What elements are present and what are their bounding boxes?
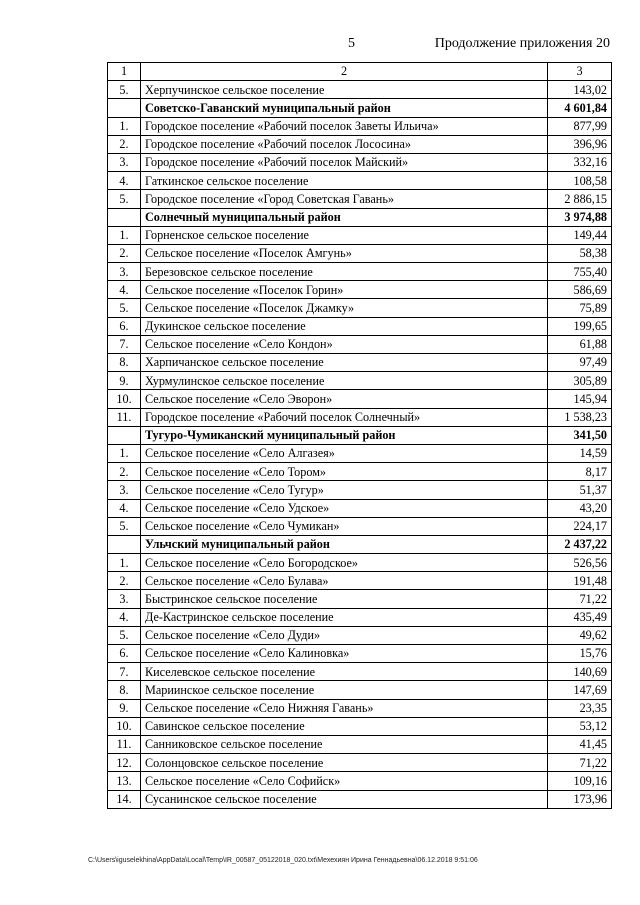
row-number: 6. <box>108 645 141 663</box>
row-number: 14. <box>108 790 141 808</box>
column-header-1: 1 <box>108 63 141 81</box>
table-row <box>108 335 612 353</box>
table-body <box>108 63 612 809</box>
row-number <box>108 208 141 226</box>
table-row <box>108 444 612 462</box>
settlement-name: Советско-Гаванский муниципальный район <box>141 99 548 117</box>
table-row <box>108 645 612 663</box>
table-row <box>108 226 612 244</box>
settlement-name: Солнечный муниципальный район <box>141 208 548 226</box>
table-row <box>108 372 612 390</box>
row-number: 5. <box>108 190 141 208</box>
row-value: 147,69 <box>548 681 612 699</box>
table-row <box>108 735 612 753</box>
row-value: 43,20 <box>548 499 612 517</box>
settlement-name: Городское поселение «Город Советская Гавань» <box>141 190 548 208</box>
table-row <box>108 554 612 572</box>
settlement-name: Херпучинское сельское поселение <box>141 81 548 99</box>
row-number: 2. <box>108 135 141 153</box>
row-value: 2 437,22 <box>548 535 612 553</box>
row-number: 4. <box>108 172 141 190</box>
row-value: 58,38 <box>548 244 612 262</box>
table-row <box>108 281 612 299</box>
settlement-name: Городское поселение «Рабочий поселок Солнечный» <box>141 408 548 426</box>
row-value: 15,76 <box>548 645 612 663</box>
row-number: 3. <box>108 153 141 171</box>
row-number: 11. <box>108 408 141 426</box>
table-row <box>108 408 612 426</box>
row-number <box>108 535 141 553</box>
district-row <box>108 208 612 226</box>
settlement-name: Сельское поселение «Село Софийск» <box>141 772 548 790</box>
row-value: 332,16 <box>548 153 612 171</box>
row-value: 341,50 <box>548 426 612 444</box>
row-value: 877,99 <box>548 117 612 135</box>
settlement-name: Сельское поселение «Поселок Горин» <box>141 281 548 299</box>
row-number: 1. <box>108 444 141 462</box>
settlement-name: Сельское поселение «Село Удское» <box>141 499 548 517</box>
row-value: 2 886,15 <box>548 190 612 208</box>
table-header-row <box>108 63 612 81</box>
row-value: 109,16 <box>548 772 612 790</box>
table-row <box>108 390 612 408</box>
settlement-name: Сельское поселение «Поселок Амгунь» <box>141 244 548 262</box>
settlement-name: Сельское поселение «Село Кондон» <box>141 335 548 353</box>
table-row <box>108 153 612 171</box>
row-number <box>108 99 141 117</box>
budget-table <box>107 62 612 809</box>
district-row <box>108 535 612 553</box>
row-number: 10. <box>108 390 141 408</box>
row-value: 396,96 <box>548 135 612 153</box>
table-row <box>108 754 612 772</box>
table-row <box>108 717 612 735</box>
row-value: 23,35 <box>548 699 612 717</box>
table-row <box>108 663 612 681</box>
settlement-name: Ульчский муниципальный район <box>141 535 548 553</box>
settlement-name: Сельское поселение «Село Булава» <box>141 572 548 590</box>
row-value: 526,56 <box>548 554 612 572</box>
file-path-footer: C:\Users\iguselekhina\AppData\Local\Temp\IR_00587_05122018_020.txt\Мехехиян Ирина Геннадьевна\06.12.2018 9:51:06 <box>88 857 478 864</box>
settlement-name: Тугуро-Чумиканский муниципальный район <box>141 426 548 444</box>
table-row <box>108 626 612 644</box>
row-number: 3. <box>108 481 141 499</box>
row-number: 7. <box>108 335 141 353</box>
table-row <box>108 699 612 717</box>
column-header-3: 3 <box>548 63 612 81</box>
row-value: 149,44 <box>548 226 612 244</box>
settlement-name: Городское поселение «Рабочий поселок Майский» <box>141 153 548 171</box>
row-value: 755,40 <box>548 263 612 281</box>
table-row <box>108 590 612 608</box>
row-value: 143,02 <box>548 81 612 99</box>
row-value: 41,45 <box>548 735 612 753</box>
settlement-name: Харпичанское сельское поселение <box>141 354 548 372</box>
page-number: 5 <box>348 36 355 51</box>
settlement-name: Сельское поселение «Село Чумикан» <box>141 517 548 535</box>
settlement-name: Сельское поселение «Село Эворон» <box>141 390 548 408</box>
row-value: 51,37 <box>548 481 612 499</box>
row-number: 2. <box>108 572 141 590</box>
row-value: 191,48 <box>548 572 612 590</box>
settlement-name: Быстринское сельское поселение <box>141 590 548 608</box>
row-number: 3. <box>108 263 141 281</box>
table-row <box>108 463 612 481</box>
settlement-name: Сельское поселение «Село Тором» <box>141 463 548 481</box>
row-number: 7. <box>108 663 141 681</box>
table-row <box>108 499 612 517</box>
settlement-name: Сельское поселение «Село Тугур» <box>141 481 548 499</box>
table-row <box>108 135 612 153</box>
row-number: 1. <box>108 117 141 135</box>
row-number <box>108 426 141 444</box>
table-row <box>108 263 612 281</box>
row-value: 435,49 <box>548 608 612 626</box>
settlement-name: Сельское поселение «Поселок Джамку» <box>141 299 548 317</box>
row-number: 5. <box>108 517 141 535</box>
table-row <box>108 772 612 790</box>
table-row <box>108 517 612 535</box>
row-number: 9. <box>108 372 141 390</box>
table-row <box>108 790 612 808</box>
row-value: 4 601,84 <box>548 99 612 117</box>
row-number: 13. <box>108 772 141 790</box>
settlement-name: Сельское поселение «Село Нижняя Гавань» <box>141 699 548 717</box>
row-number: 3. <box>108 590 141 608</box>
row-number: 8. <box>108 354 141 372</box>
row-number: 5. <box>108 81 141 99</box>
row-value: 8,17 <box>548 463 612 481</box>
row-value: 305,89 <box>548 372 612 390</box>
settlement-name: Сусанинское сельское поселение <box>141 790 548 808</box>
settlement-name: Городское поселение «Рабочий поселок Заветы Ильича» <box>141 117 548 135</box>
row-number: 1. <box>108 226 141 244</box>
row-number: 2. <box>108 463 141 481</box>
table-row <box>108 681 612 699</box>
row-value: 61,88 <box>548 335 612 353</box>
table-row <box>108 317 612 335</box>
settlement-name: Сельское поселение «Село Богородское» <box>141 554 548 572</box>
settlement-name: Де-Кастринское сельское поселение <box>141 608 548 626</box>
row-number: 5. <box>108 626 141 644</box>
row-value: 1 538,23 <box>548 408 612 426</box>
column-header-2: 2 <box>141 63 548 81</box>
row-value: 224,17 <box>548 517 612 535</box>
appendix-continuation-label: Продолжение приложения 20 <box>434 36 610 51</box>
row-value: 71,22 <box>548 754 612 772</box>
row-number: 4. <box>108 608 141 626</box>
row-number: 11. <box>108 735 141 753</box>
settlement-name: Сельское поселение «Село Дуди» <box>141 626 548 644</box>
table-row <box>108 81 612 99</box>
district-row <box>108 426 612 444</box>
row-value: 3 974,88 <box>548 208 612 226</box>
row-value: 75,89 <box>548 299 612 317</box>
settlement-name: Киселевское сельское поселение <box>141 663 548 681</box>
row-value: 71,22 <box>548 590 612 608</box>
row-number: 4. <box>108 281 141 299</box>
settlement-name: Солонцовское сельское поселение <box>141 754 548 772</box>
row-value: 140,69 <box>548 663 612 681</box>
row-number: 5. <box>108 299 141 317</box>
row-number: 4. <box>108 499 141 517</box>
row-number: 9. <box>108 699 141 717</box>
row-value: 108,58 <box>548 172 612 190</box>
table-row <box>108 481 612 499</box>
settlement-name: Хурмулинское сельское поселение <box>141 372 548 390</box>
table-row <box>108 190 612 208</box>
row-number: 8. <box>108 681 141 699</box>
settlement-name: Горненское сельское поселение <box>141 226 548 244</box>
row-value: 14,59 <box>548 444 612 462</box>
row-value: 145,94 <box>548 390 612 408</box>
table-row <box>108 608 612 626</box>
settlement-name: Гаткинское сельское поселение <box>141 172 548 190</box>
row-number: 6. <box>108 317 141 335</box>
table-row <box>108 572 612 590</box>
settlement-name: Березовское сельское поселение <box>141 263 548 281</box>
row-number: 1. <box>108 554 141 572</box>
table-row <box>108 172 612 190</box>
row-number: 12. <box>108 754 141 772</box>
row-value: 199,65 <box>548 317 612 335</box>
table-row <box>108 117 612 135</box>
row-value: 49,62 <box>548 626 612 644</box>
settlement-name: Сельское поселение «Село Алгазея» <box>141 444 548 462</box>
settlement-name: Мариинское сельское поселение <box>141 681 548 699</box>
row-number: 10. <box>108 717 141 735</box>
district-row <box>108 99 612 117</box>
settlement-name: Санниковское сельское поселение <box>141 735 548 753</box>
settlement-name: Савинское сельское поселение <box>141 717 548 735</box>
table-row <box>108 299 612 317</box>
row-value: 53,12 <box>548 717 612 735</box>
settlement-name: Дукинское сельское поселение <box>141 317 548 335</box>
row-value: 97,49 <box>548 354 612 372</box>
settlement-name: Городское поселение «Рабочий поселок Лососина» <box>141 135 548 153</box>
row-number: 2. <box>108 244 141 262</box>
table-row <box>108 244 612 262</box>
row-value: 173,96 <box>548 790 612 808</box>
settlement-name: Сельское поселение «Село Калиновка» <box>141 645 548 663</box>
table-row <box>108 354 612 372</box>
row-value: 586,69 <box>548 281 612 299</box>
